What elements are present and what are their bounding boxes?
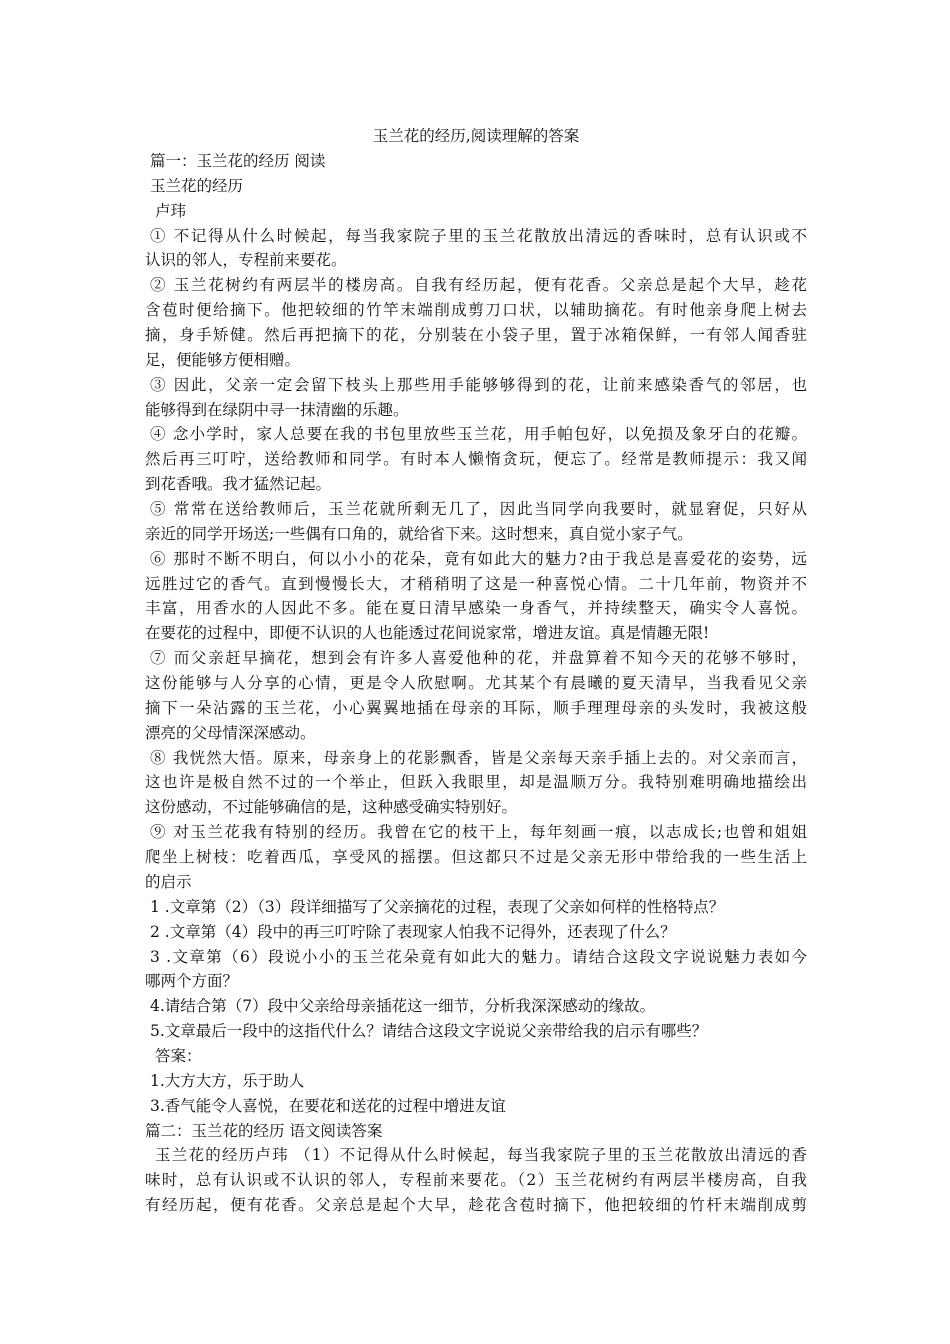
paragraph-line: ⑥ 那时不断不明白，何以小小的花朵，竟有如此大的魅力?由于我总是喜爱花的姿势，远 [150,549,807,568]
paragraph-line: 在要花的过程中，即便不认识的人也能透过花间说家常，增进友谊。真是情趣无限! [145,624,710,643]
paragraph-line: ⑧ 我恍然大悟。原来，母亲身上的花影飘香，皆是父亲每天亲手插上去的。对父亲而言， [150,748,807,767]
paragraph-line: ③ 因此，父亲一定会留下枝头上那些用手能够够得到的花，让前来感染香气的邻居，也 [150,375,807,394]
document-body [145,123,807,1218]
paragraph-line: 然后再三叮咛，送给教师和同学。有时本人懒惰贪玩，便忘了。经常是教师提示：我又闻 [145,450,807,469]
article-title: 玉兰花的经历 [150,176,244,195]
paragraph-line: 这份感动，不过能够确信的是，这种感受确实特别好。 [145,798,518,817]
paragraph-line: 这份能够与人分享的心情，更是令人欣慰啊。尤其某个有晨曦的夏天清早，当我看见父亲 [145,674,807,693]
paragraph-line: 能够得到在绿阴中寻一抹清幽的乐趣。 [145,400,409,419]
paragraph-line: 摘下一朵沾露的玉兰花，小心翼翼地插在母亲的耳际，顺手理理母亲的头发时，我被这般 [145,698,807,717]
paragraph-6 [145,547,807,646]
paragraph-7 [145,646,807,745]
section-1-heading: 篇一：玉兰花的经历 阅读 [150,152,326,170]
paragraph-line: 到花香哦。我才猛然记起。 [145,475,332,494]
answer-label: 答案： [155,1046,202,1065]
paragraph-line: 漂亮的父母情深深感动。 [145,723,316,742]
paragraph-line: 摘，身手矫健。然后再把摘下的花，分别装在小袋子里，置于冰箱保鲜，一有邻人闻香驻 [145,326,807,345]
paragraph-line: 远胜过它的香气。直到慢慢长大，才稍稍明了这是一种喜悦心情。二十几年前，物资并不 [145,574,807,593]
paragraph-line: ② 玉兰花树约有两层半的楼房高。自我有经历起，便有花香。父亲总是起个大早，趁花 [150,276,807,295]
question-list [145,895,807,1044]
paragraph-8 [145,746,807,821]
question-4: 4.请结合第（7）段中父亲给母亲插花这一细节，分析我深深感动的缘故。 [150,997,656,1016]
section-2-paragraph [145,1143,807,1218]
question-3: 3 .文章第（6）段说小小的玉兰花朵竟有如此大的魅力。请结合这段文字说说魅力表如今 [150,947,807,966]
paragraph-line: 有经历起，便有花香。父亲总是起个大早，趁花含苞时摘下，他把较细的竹杆末端削成剪 [145,1196,807,1215]
answer-block [145,1044,807,1119]
paragraph-4 [145,422,807,497]
paragraph-line: 味时，总有认识或不认识的邻人，专程前来要花。（2）玉兰花树约有两层半楼房高，自我 [145,1171,807,1190]
paragraph-line: ⑤ 常常在送给教师后，玉兰花就所剩无几了，因此当同学向我要时，就显窘促，只好从 [150,500,807,519]
paragraph-9 [145,820,807,895]
paragraph-3 [145,373,807,423]
question-3-continued: 哪两个方面？ [145,972,239,991]
section-2-heading: 篇二：玉兰花的经历 语文阅读答案 [145,1121,383,1140]
paragraph-1 [145,224,807,274]
paragraph-line: ⑦ 而父亲赶早摘花，想到会有许多人喜爱他种的花，并盘算着不知今天的花够不够时， [150,649,807,668]
article-author: 卢玮 [155,201,187,220]
paragraph-line: 足，便能够方便相赠。 [145,350,301,369]
answer-1: 1.大方大方，乐于助人 [150,1071,305,1090]
paragraph-line: 含苞时便给摘下。他把较细的竹竿末端削成剪刀口状，以辅助摘花。有时他亲身爬上树去 [145,301,807,320]
question-5: 5.文章最后一段中的这指代什么？请结合这段文字说说父亲带给我的启示有哪些？ [150,1022,708,1041]
paragraph-line: 爬坐上树枝：吃着西瓜，享受风的摇摆。但这都只不过是父亲无形中带给我的一些生活上 [145,848,807,867]
paragraph-line: 这也许是极自然不过的一个举止，但跃入我眼里，却是温顺万分。我特别难明确地描绘出 [145,773,807,792]
answer-3: 3.香气能令人喜悦，在要花和送花的过程中增进友谊 [150,1096,506,1115]
paragraph-line: 亲近的同学开场送;一些偶有口角的，就给省下来。这时想来，真自觉小家子气。 [145,524,693,543]
paragraph-2 [145,273,807,372]
paragraph-line: ④ 念小学时，家人总要在我的书包里放些玉兰花，用手帕包好，以免损及象牙白的花瓣。 [150,425,807,444]
question-1: 1 .文章第（2）（3）段详细描写了父亲摘花的过程，表现了父亲如何样的性格特点？ [150,897,725,916]
paragraph-line: ① 不记得从什么时候起，每当我家院子里的玉兰花散放出清远的香味时，总有认识或不 [150,226,807,245]
paragraph-line: 认识的邻人，专程前来要花。 [145,251,347,270]
paragraph-line: 丰富，用香水的人因此不多。能在夏日清早感染一身香气，并持续整天，确实令人喜悦。 [145,599,807,618]
question-2: 2 .文章第（4）段中的再三叮咛除了表现家人怕我不记得外，还表现了什么？ [150,922,676,941]
paragraph-line: 的启示 [145,872,192,891]
paragraph-line: ⑨ 对玉兰花我有特别的经历。我曾在它的枝干上，每年刻画一痕，以志成长;也曾和姐姐 [150,823,807,842]
document-title: 玉兰花的经历,阅读理解的答案 [372,127,580,145]
paragraph-line: 玉兰花的经历卢玮 （1）不记得从什么时候起，每当我家院子里的玉兰花散放出清远的香 [155,1146,807,1165]
paragraph-5 [145,497,807,547]
